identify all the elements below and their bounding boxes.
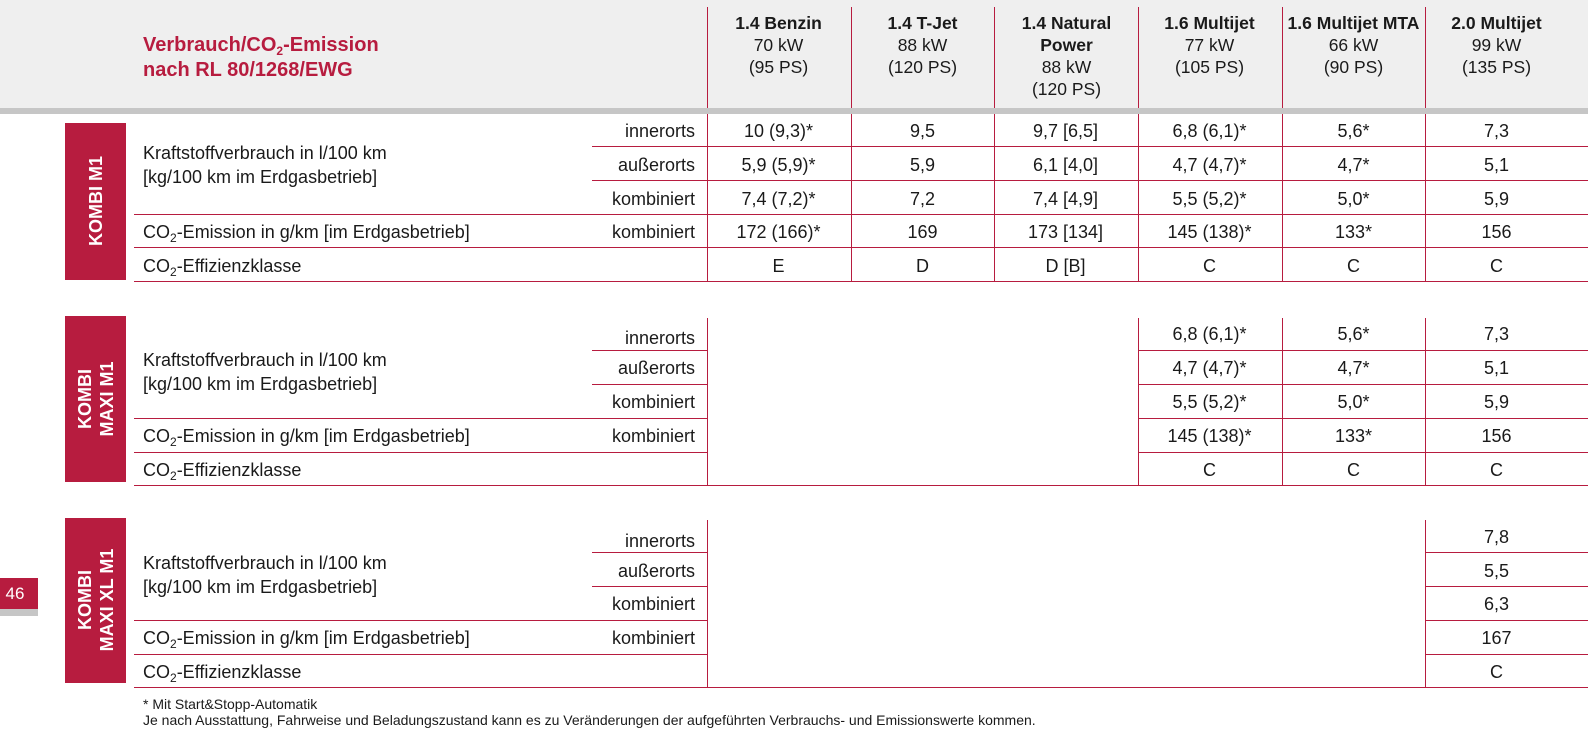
row-divider: [1138, 418, 1588, 419]
row-divider: [134, 485, 1588, 486]
page-number: 46: [5, 584, 25, 603]
column-header-natural-power: 1.4 Natural Power 88 kW (120 PS): [1021, 13, 1112, 99]
row-divider: [592, 350, 708, 351]
row-divider: [1425, 620, 1588, 621]
section-label-kombi-maxi-m1: KOMBI MAXI M1: [75, 361, 117, 437]
table-cell: 5,1: [1483, 358, 1510, 378]
row-divider: [134, 620, 708, 621]
column-divider: [1282, 114, 1283, 281]
column-header-multijet-16: 1.6 Multijet 77 kW (105 PS): [1164, 13, 1255, 77]
row-divider: [1138, 384, 1588, 385]
table-cell: 7,3: [1483, 324, 1510, 344]
table-cell: 4,7*: [1337, 358, 1370, 378]
row-divider: [1138, 350, 1588, 351]
row-divider: [134, 654, 708, 655]
header-rule: [0, 108, 1588, 114]
row-divider: [1425, 654, 1588, 655]
table-cell: E: [772, 256, 785, 276]
table-cell: 9,5: [909, 121, 936, 141]
condition-ausserorts: außerorts: [617, 561, 695, 581]
header-divider: [1425, 7, 1426, 108]
condition-innerorts: innerorts: [624, 531, 695, 551]
co2-efficiency-label: $CO_2$-Effizienzklasse: [143, 256, 302, 279]
section-label-kombi-m1: KOMBI M1: [86, 156, 106, 246]
column-divider: [1138, 114, 1139, 281]
table-cell: 4,7 (4,7)*: [1172, 358, 1247, 378]
co2-emission-label: $CO_2$-Emission in g/km [im Erdgasbetrieb]: [143, 222, 470, 245]
column-divider: [707, 114, 708, 281]
row-divider: [1425, 552, 1588, 553]
condition-kombiniert: kombiniert: [611, 222, 695, 242]
column-divider: [1425, 114, 1426, 281]
fuel-consumption-label: Kraftstoffverbrauch in l/100 km [kg/100 km im Erdgasbetrieb]: [143, 143, 387, 187]
column-divider: [1138, 318, 1139, 485]
table-cell: 5,9: [1483, 189, 1510, 209]
table-cell: 172 (166)*: [736, 222, 821, 242]
co2-efficiency-label: $CO_2$-Effizienzklasse: [143, 460, 302, 483]
table-cell: C: [1490, 662, 1503, 682]
page-title: [143, 33, 379, 83]
row-divider: [592, 384, 708, 385]
row-divider: [1425, 586, 1588, 587]
table-cell: 7,3: [1483, 121, 1510, 141]
co2-emission-label: $CO_2$-Emission in g/km [im Erdgasbetrieb]: [143, 628, 470, 651]
table-cell: C: [1490, 460, 1503, 480]
column-header-multijet-mta: 1.6 Multijet MTA 66 kW (90 PS): [1287, 13, 1420, 77]
table-cell: 5,9 (5,9)*: [741, 155, 816, 175]
table-cell: 6,3: [1483, 594, 1510, 614]
condition-innerorts: innerorts: [624, 121, 695, 141]
table-cell: 5,6*: [1337, 121, 1370, 141]
page-number-rule: [0, 609, 38, 616]
row-divider: [134, 687, 1588, 688]
row-divider: [134, 418, 708, 419]
column-divider: [851, 114, 852, 281]
table-cell: 5,5 (5,2)*: [1172, 392, 1247, 412]
table-cell: 6,8 (6,1)*: [1172, 121, 1247, 141]
table-cell: 6,8 (6,1)*: [1172, 324, 1247, 344]
table-cell: C: [1347, 460, 1360, 480]
table-cell: 9,7 [6,5]: [1032, 121, 1099, 141]
table-cell: 133*: [1334, 426, 1373, 446]
table-cell: 5,1: [1483, 155, 1510, 175]
row-divider: [134, 452, 708, 453]
table-cell: 10 (9,3)*: [743, 121, 814, 141]
condition-kombiniert: kombiniert: [611, 628, 695, 648]
fuel-consumption-label: Kraftstoffverbrauch in l/100 km [kg/100 km im Erdgasbetrieb]: [143, 350, 387, 394]
column-header-tjet: 1.4 T-Jet 88 kW (120 PS): [887, 13, 958, 77]
table-cell: 5,5 (5,2)*: [1172, 189, 1247, 209]
condition-innerorts: innerorts: [624, 328, 695, 348]
table-cell: 156: [1481, 426, 1512, 446]
table-cell: 169: [907, 222, 938, 242]
table-cell: D: [916, 256, 929, 276]
table-cell: C: [1203, 460, 1216, 480]
row-divider: [592, 146, 1588, 147]
table-cell: 4,7*: [1337, 155, 1370, 175]
co2-emission-label: $CO_2$-Emission in g/km [im Erdgasbetrieb]: [143, 426, 470, 449]
condition-ausserorts: außerorts: [617, 155, 695, 175]
footnote-disclaimer: Je nach Ausstattung, Fahrweise und Beladungszustand kann es zu Veränderungen der aufgeführten Verbrauchs- und Emissionswerte kommen.: [143, 712, 1036, 728]
column-divider: [1425, 520, 1426, 687]
table-cell: 7,8: [1483, 527, 1510, 547]
table-cell: 145 (138)*: [1167, 222, 1252, 242]
table-cell: 7,4 (7,2)*: [741, 189, 816, 209]
row-divider: [592, 552, 708, 553]
row-divider: [134, 214, 1588, 215]
table-cell: 133*: [1334, 222, 1373, 242]
table-cell: C: [1203, 256, 1216, 276]
header-divider: [707, 7, 708, 108]
condition-kombiniert: kombiniert: [611, 594, 695, 614]
column-divider: [1282, 318, 1283, 485]
column-divider: [1425, 318, 1426, 485]
table-cell: 7,2: [909, 189, 936, 209]
section-label-kombi-maxi-xl-m1: KOMBI MAXI XL M1: [75, 548, 117, 652]
condition-kombiniert: kombiniert: [611, 189, 695, 209]
column-divider: [707, 318, 708, 485]
table-cell: 6,1 [4,0]: [1032, 155, 1099, 175]
condition-kombiniert: kombiniert: [611, 426, 695, 446]
column-divider: [994, 114, 995, 281]
table-cell: 167: [1481, 628, 1512, 648]
row-divider: [134, 281, 1588, 282]
table-cell: C: [1490, 256, 1503, 276]
footnote-start-stop: * Mit Start&Stopp-Automatik: [143, 696, 318, 712]
table-cell: 5,0*: [1337, 392, 1370, 412]
table-cell: 5,9: [909, 155, 936, 175]
table-cell: 5,6*: [1337, 324, 1370, 344]
table-cell: C: [1347, 256, 1360, 276]
table-cell: 5,9: [1483, 392, 1510, 412]
condition-kombiniert: kombiniert: [611, 392, 695, 412]
row-divider: [592, 180, 1588, 181]
fuel-consumption-label: Kraftstoffverbrauch in l/100 km [kg/100 km im Erdgasbetrieb]: [143, 553, 387, 597]
column-header-benzin: 1.4 Benzin 70 kW (95 PS): [735, 13, 822, 77]
table-cell: 156: [1481, 222, 1512, 242]
table-cell: 5,5: [1483, 561, 1510, 581]
header-divider: [1282, 7, 1283, 108]
column-header-multijet-20: 2.0 Multijet 99 kW (135 PS): [1451, 13, 1542, 77]
row-divider: [134, 247, 1588, 248]
co2-efficiency-label: $CO_2$-Effizienzklasse: [143, 662, 302, 685]
table-cell: 4,7 (4,7)*: [1172, 155, 1247, 175]
title-line-2: nach RL 80/1268/EWG: [143, 59, 353, 81]
column-divider: [707, 520, 708, 687]
table-cell: 7,4 [4,9]: [1032, 189, 1099, 209]
table-cell: D [B]: [1045, 256, 1086, 276]
condition-ausserorts: außerorts: [617, 358, 695, 378]
header-divider: [1138, 7, 1139, 108]
table-cell: 173 [134]: [1027, 222, 1104, 242]
row-divider: [592, 586, 708, 587]
table-cell: 5,0*: [1337, 189, 1370, 209]
header-divider: [851, 7, 852, 108]
row-divider: [1138, 452, 1588, 453]
header-divider: [994, 7, 995, 108]
table-cell: 145 (138)*: [1167, 426, 1252, 446]
title-line-1: Verbrauch/$CO_2$-Emission: [143, 34, 379, 58]
